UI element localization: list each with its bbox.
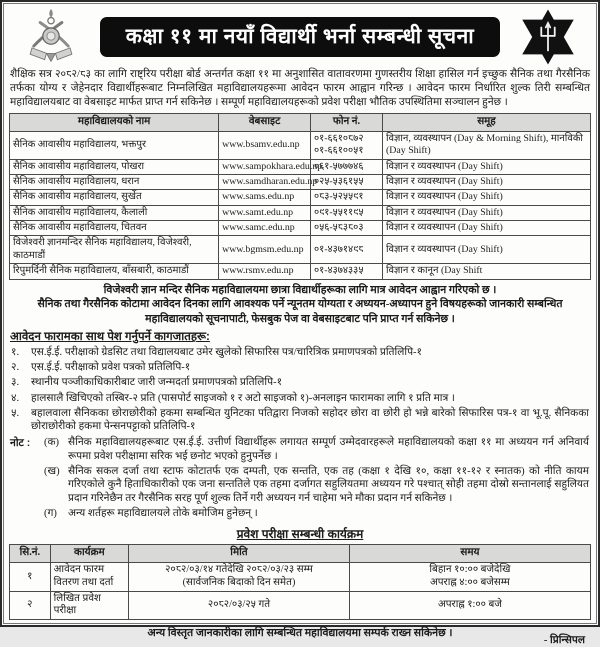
college-name: सैनिक आवासीय महाविद्यालय, सुर्खेत <box>10 190 219 205</box>
time-line: बिहान १०:०० बजेदेखि <box>429 564 511 576</box>
college-group: विज्ञान र व्यवस्थापन (Day Shift) <box>382 205 590 220</box>
college-name: सैनिक आवासीय महाविद्यालय, भक्तपुर <box>10 131 219 159</box>
schedule-heading: प्रवेश परीक्षा सम्बन्धी कार्यक्रम <box>236 527 364 542</box>
college-website: www.sams.edu.np <box>219 190 311 205</box>
schedule-activity: लिखित प्रवेश परीक्षा <box>50 591 128 620</box>
column-header-date: मिति <box>129 545 350 563</box>
college-phone: ०८३-५२५५९१ <box>310 190 382 205</box>
center-statements <box>11 283 589 328</box>
schedule-table <box>9 544 591 620</box>
header <box>9 8 591 66</box>
list-item-number: ५. <box>11 407 20 419</box>
column-header-time: समय <box>349 545 590 563</box>
college-group: विज्ञान र व्यवस्थापन (Day Shift) <box>382 236 590 264</box>
intro-paragraph: शैक्षिक सत्र २०८२/८३ का लागि राष्ट्रिय परीक्षा बोर्ड अन्तर्गत कक्षा ११ मा अनुशासित वातावरणमा गुणस्तरीय शिक्षा हासिल गर्न इच्छुक सैनिक तथा गैरसैनिक तर्फका योग्य र जेहेनदार विद्यार्थीहरूबाट निम्नलिखित महाविद्यालयहरूमा आवेदन फारम आह्वान गरिन्छ । आवेदन फारम निर्धारित शुल्क तिरी सम्बन्धित महाविद्यालयबाट वा वेबसाइट मार्फत प्राप्त गर्न सकिनेछ । सम्पूर्ण महाविद्यालयहरूको प्रवेश परीक्षा भौतिक उपस्थितिमा सञ्चालन हुनेछ । <box>10 69 590 108</box>
note-item-text: सैनिक सकल दर्जा तथा स्टाफ कोटातर्फ एक दम्पती, एक सन्तति, एक तह (कक्षा १ देखि १०, कक्षा ११-१२ र स्नातक) को नीति कायम गरिएकोले कुनै हिताधिकारीको एक जना सन्ततिले एक तहमा दर्जागत सहुलियतमा अध्ययन गरे पश्चात् सोही तहमा दोस्रो सन्तानलाई सहुलियत प्रदान गरिनेछैन तर गैरसैनिक सरह पूर्ण शुल्क तिर्ने गरी अध्ययन गर्न चाहेमा भने मौका प्रदान गर्न सकिनेछ । <box>68 465 589 505</box>
college-name: सैनिक आवासीय महाविद्यालय, कैलाली <box>10 205 219 220</box>
documents-list <box>11 346 591 434</box>
college-website: www.samdharan.edu.np <box>219 174 311 189</box>
college-group: विज्ञान र व्यवस्थापन (Day Shift) <box>382 221 590 236</box>
colleges-table-header-row <box>10 113 591 131</box>
college-phone: ०२५-५३६१५५ <box>310 174 382 189</box>
list-item-number: ४. <box>11 392 20 404</box>
time-line: अपराह्न ४:०० बजेसम्म <box>429 576 510 588</box>
college-website: www.bgmsm.edu.np <box>219 236 311 264</box>
college-name: सैनिक आवासीय महाविद्यालय, पोखरा <box>10 159 219 174</box>
note-item-text: अन्य शर्तहरू महाविद्यालयले तोके बमोजिम हुनेछन् । <box>68 508 258 520</box>
list-item-number: १. <box>11 347 20 359</box>
column-header-sn: सि.नं. <box>10 545 51 563</box>
schedule-date: २०८२/०३/२५ गते <box>129 591 350 620</box>
table-row <box>10 563 591 592</box>
college-group: विज्ञान र व्यवस्थापन (Day Shift) <box>382 174 590 189</box>
table-row <box>10 221 591 236</box>
college-name: सैनिक आवासीय महाविद्यालय, चितवन <box>10 221 219 236</box>
note-item-number: (ग) <box>44 508 57 520</box>
column-header-website: वेबसाइट <box>219 113 311 131</box>
college-phone: ०५६-५८३८०३ <box>310 221 382 236</box>
phone-line: ०१-६६१००५१ <box>313 145 364 157</box>
note-item <box>44 507 591 521</box>
footer-contact-text: अन्य विस्तृत जानकारीका लागि सम्बन्धित महाविद्यालयमा सम्पर्क राख्न सकिनेछ । <box>147 627 453 640</box>
schedule-date <box>129 563 350 592</box>
list-item <box>11 407 591 434</box>
college-website: www.samt.edu.np <box>219 205 311 220</box>
column-header-phone: फोन नं. <box>310 113 382 131</box>
college-name: विजेश्वरी ज्ञानमन्दिर सैनिक महाविद्यालय, विजेश्वरी, काठमाडौं <box>10 236 219 264</box>
page-title: कक्षा ११ मा नयाँ विद्यार्थी भर्ना सम्बन्धी सूचना <box>100 17 500 57</box>
college-website: www.rsmv.edu.np <box>219 264 311 279</box>
list-item-text: एस.ई.ई. परीक्षाको ग्रेडसिट तथा विद्यालयबाट उमेर खुलेको सिफारिस पत्र/चारित्रिक प्रमाणपत्रको प्रतिलिपि-१ <box>31 347 423 359</box>
table-row <box>10 131 591 159</box>
schedule-activity: आवेदन फारम वितरण तथा दर्ता <box>50 563 128 592</box>
list-item <box>11 376 591 390</box>
college-phone: ०१-४३७१४९८ <box>310 236 382 264</box>
college-website: www.bsamv.edu.np <box>219 131 311 159</box>
list-item-text: बहालवाला सैनिकका छोराछोरीको हकमा सम्बन्धित युनिटका पतिद्वारा निजको सहोदर छोरा वा छोरी हो भन्ने बारेको सिफारिस पत्र-१ वा भू.पू. सैनिकका छोराछोरीको हकमा पेन्सनपट्टाको प्रतिलिपि-१ <box>31 407 589 433</box>
table-row <box>10 236 591 264</box>
column-header-activity: कार्यक्रम <box>50 545 128 563</box>
college-group: विज्ञान र व्यवस्थापन (Day Shift) <box>382 159 590 174</box>
table-row <box>10 159 591 174</box>
schedule-time <box>349 563 590 592</box>
schedule-sn: १ <box>10 563 51 592</box>
college-name: रिपुमर्दिनी सैनिक महाविद्यालय, बाँसबारी, काठमाडौं <box>10 264 219 279</box>
schedule-sn: २ <box>10 591 51 620</box>
signature: - प्रिन्सिपल <box>543 635 585 647</box>
documents-heading: आवेदन फारामका साथ पेश गर्नुपर्ने कागजातहरू: <box>10 330 210 344</box>
schedule-header-row <box>10 545 591 563</box>
army-college-crest-icon <box>21 8 81 66</box>
college-group: विज्ञान र व्यवस्थापन (Day Shift) <box>382 190 590 205</box>
note-section <box>10 436 591 522</box>
list-item-number: ३. <box>11 377 20 389</box>
footer <box>9 625 591 647</box>
table-row <box>10 264 591 279</box>
column-header-college-name: महाविद्यालयको नाम <box>10 113 219 131</box>
note-item-text: सैनिक महाविद्यालयहरूबाट एस.ई.ई. उत्तीर्ण विद्यार्थीहरू लगायत सम्पूर्ण उम्मेदवारहरूले महाविद्यालयको कक्षा ११ मा अध्ययन गर्न अनिवार्य रूपमा प्रवेश परीक्षामा सरिक भई छनोट भएको हुनुपर्नेछ । <box>68 437 589 462</box>
schedule-time: अपराह्न १:०० बजे <box>349 591 590 620</box>
table-row <box>10 205 591 220</box>
column-header-group: समूह <box>382 113 590 131</box>
college-website: www.sampokhara.edu.np <box>219 159 311 174</box>
college-name: सैनिक आवासीय महाविद्यालय, धरान <box>10 174 219 189</box>
note-label: नोट : <box>10 437 31 450</box>
date-line: २०८२/०३/१४ गतेदेखि २०८२/०३/२३ सम्म <box>165 564 313 576</box>
college-phone: ०१-४३७४३३५ <box>310 264 382 279</box>
note-item-number: (क) <box>44 437 60 449</box>
list-item-text: हालसालै खिचिएको तस्बिर-२ प्रति (पासपोर्ट साइजको १ र अटो साइजको १)-अनलाइन फारामका लागि १ प्रति मात्र । <box>31 392 455 404</box>
college-phone: ०९१-५५११९५ <box>310 205 382 220</box>
table-row <box>10 190 591 205</box>
table-row <box>10 591 591 620</box>
nepal-army-star-trident-icon <box>519 9 577 65</box>
statement-quota-info: सैनिक तथा गैरसैनिक कोटामा आवेदन दिनका लागि आवश्यक पर्ने न्यूनतम योग्यता र अध्ययन-अध्यापन हुने विषयहरूको जानकारी सम्बन्धित महाविद्यालयको सूचनापाटी, फेसबुक पेज वा वेबसाइटबाट पनि प्राप्त गर्न सकिनेछ । <box>37 298 563 326</box>
note-item-number: (ख) <box>44 465 60 477</box>
college-group: विज्ञान, व्यवस्थापन (Day & Morning Shift), मानविकी (Day Shift) <box>382 131 590 159</box>
list-item <box>11 361 591 375</box>
college-group: विज्ञान र कानून (Day Shift <box>382 264 590 279</box>
note-items <box>44 436 591 522</box>
college-website: www.samc.edu.np <box>219 221 311 236</box>
note-item <box>44 436 591 463</box>
date-line: (सार्वजनिक बिदाको दिन समेत) <box>182 576 296 588</box>
note-item <box>44 465 591 506</box>
statement-bijeshwori-girls-only: विजेश्वरी ज्ञान मन्दिर सैनिक महाविद्यालयमा छात्रा विद्यार्थीहरूका लागि मात्र आवेदन आह्वान गरिएको छ । <box>103 283 497 296</box>
list-item-number: २. <box>11 362 20 374</box>
colleges-table <box>9 113 591 280</box>
college-phone <box>310 131 382 159</box>
college-phone: ०६१-५७७७४६ <box>310 159 382 174</box>
table-row <box>10 174 591 189</box>
list-item <box>11 346 591 360</box>
phone-line: ०१-६६१०८७२ <box>313 132 364 144</box>
list-item-text: स्थानीय पञ्जीकाधिकारीबाट जारी जन्मदर्ता प्रमाणपत्रको प्रतिलिपि-१ <box>31 377 283 389</box>
list-item-text: एस.ई.ई. परीक्षाको प्रवेश पत्रको प्रतिलिपि-१ <box>31 362 191 374</box>
list-item <box>11 392 591 406</box>
